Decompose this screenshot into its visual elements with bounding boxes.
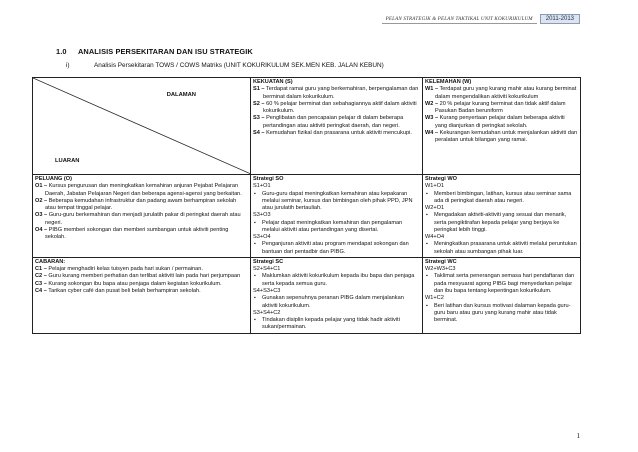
kekuatan-heading: KEKUATAN (S) [253, 79, 293, 85]
strategy-bullet: ▪ Beri latihan dan kursus motivasi dalaman kepada guru-guru baru atau guru yang kurang mahir atau tidak berminat. [425, 303, 578, 325]
strategy-bullet: ▪ Taklimat serta penerangan semasa hari pendaftaran dan pada mesyuarat agong PIBG bagi menyedarkan pelajar dan ibu bapa tentang kepentingan kokurikulum. [425, 273, 578, 295]
strategi-so-heading: Strategi SO [253, 176, 284, 182]
list-item [35, 227, 248, 242]
section-number: 1.0 [56, 47, 67, 56]
item-code: C1 – [35, 266, 47, 273]
strategi-sc-heading: Strategi SC [253, 258, 284, 265]
list-item [35, 183, 248, 198]
cabaran-list [35, 266, 248, 295]
subsection-title: Analisis Persekitaran TOWS / COWS Matriks (UNIT KOKURIKULUM SEK.MEN KEB. JALAN KEBUN) [94, 62, 384, 69]
item-code: W4 – [425, 129, 439, 136]
dalaman-label: DALAMAN [166, 92, 196, 98]
item-text: Kurang penyertaan pelajar dalam beberapa aktiviti yang dianjurkan di peringkat sekolah. [435, 115, 565, 129]
strategy-ref: S1+O1 [253, 183, 271, 190]
item-text: Terdapat ramai guru yang berkemahiran, berpengalaman dan berminat dalam kokurikulum. [263, 86, 419, 100]
peluang-heading: PELUANG (O) [35, 176, 72, 182]
list-item [35, 288, 248, 295]
luaran-label: LUARAN [55, 158, 80, 165]
subsection-number: i) [66, 62, 70, 69]
list-item [253, 86, 420, 101]
strategy-bullet: ▪ Gunakan sepenuhnya peranan PIBG dalam menjalankan aktiviti kokurikulum. [253, 295, 420, 310]
item-code: O3 – [35, 212, 48, 219]
list-item [35, 266, 248, 273]
strategi-so-list [253, 183, 420, 256]
item-code: W1 – [425, 86, 439, 93]
page-number: 1 [576, 432, 580, 440]
item-code: O1 – [35, 183, 48, 190]
kelemahan-heading: KELEMAHAN (W) [425, 79, 472, 85]
strategi-wo-list [425, 183, 578, 256]
list-item [35, 273, 248, 280]
strategy-ref: W2+W3+C3 [425, 266, 456, 273]
item-text: Terdapat guru yang kurang mahir atau kurang berminat dalam mengendalikan aktiviti kokurikulum [435, 86, 577, 100]
item-code: C3 – [35, 280, 47, 287]
kelemahan-cell [423, 78, 581, 175]
cabaran-heading: CABARAN: [35, 258, 66, 265]
kekuatan-list [253, 86, 420, 137]
item-code: W2 – [425, 100, 439, 107]
strategy-bullet: ▪ Meningkatkan prasarana untuk aktiviti melalui peruntukan sekolah atau sumbangan pihak luar. [425, 241, 578, 256]
strategi-wo-heading: Strategi WO [425, 176, 458, 182]
item-text: Pelajar menghadiri kelas tuisyen pada hari sukan / permainan. [48, 266, 203, 273]
item-text: 60 % pelajar berminat dan sebahagiannya aktif dalam aktiviti kokurikulum. [263, 100, 417, 115]
list-item [253, 115, 420, 130]
item-code: C4 – [35, 287, 47, 294]
peluang-list [35, 183, 248, 241]
item-code: C2 – [35, 273, 47, 280]
list-item [35, 212, 248, 227]
header-title: PELAN STRATEGIK & PELAN TAKTIKAL UNIT KOKURIKULUM [382, 17, 537, 24]
item-code: S1 – [253, 86, 265, 93]
strategi-sc-cell [251, 257, 423, 333]
item-text: Guru-guru berkemahiran dan menjadi jurulatih pakar di peringkat daerah atau negeri. [45, 212, 241, 226]
strategi-wc-cell [423, 257, 581, 333]
tows-matrix-table [32, 77, 581, 334]
header-year-badge: 2011-2013 [540, 14, 580, 24]
strategi-sc-list [253, 266, 420, 331]
strategy-ref: S2+S4+C1 [253, 266, 281, 273]
cabaran-cell [33, 257, 251, 333]
list-item [425, 101, 578, 116]
item-code: S2 – [253, 100, 265, 107]
item-text: Tarikan cyber café dan pusat beli belah berhampiran sekolah. [48, 287, 201, 294]
item-text: Kekurangan kemudahan untuk menjalankan aktiviti dan peralatan untuk bilangan yang ramai. [435, 129, 578, 144]
item-text: Guru kurang memberi perhatian dan terlibat aktiviti lain pada hari perjumpaan [48, 273, 241, 280]
list-item [425, 130, 578, 145]
strategy-bullet: ▪ Maklumkan aktiviti kokurikulum kepada ibu bapa dan penjaga serta kepada semua guru. [253, 273, 420, 288]
item-code: O2 – [35, 197, 48, 204]
item-code: S3 – [253, 115, 265, 122]
strategy-bullet: ▪ Memberi bimbingan, latihan, kursus atau seminar sama ada di peringkat daerah atau negeri. [425, 191, 578, 206]
section-heading [56, 47, 253, 56]
item-text: Penglibatan dan pencapaian pelajar di dalam beberapa pertandingan atau aktiviti peringkat daerah, dan negeri. [263, 115, 404, 129]
strategy-ref: W1+C2 [425, 295, 444, 302]
list-item [35, 198, 248, 213]
strategy-bullet: ▪ Mengadakan aktiviti-aktiviti yang sesuai dan menarik, serta pengiktirafan kepada pelajar yang berjaya ke peringkat lebih tinggi. [425, 212, 578, 234]
strategi-so-cell [251, 175, 423, 258]
strategy-ref: W2+O1 [425, 205, 445, 212]
subsection-heading [66, 62, 384, 69]
page-header [382, 14, 580, 24]
list-item [425, 115, 578, 130]
strategy-ref: S3+S4+C2 [253, 309, 281, 316]
item-code: O4 – [35, 226, 48, 233]
item-code: S4 – [253, 129, 265, 136]
list-item [253, 101, 420, 116]
strategy-bullet: ▪ Guru-guru dapat meningkatkan kemahiran atau kepakaran melalui seminar, kursus dan bimbingan oleh pihak PPD, JPN atau jurulatih bertauliah. [253, 191, 420, 213]
item-text: PIBG memberi sokongan dan memberi sumbangan untuk aktiviti penting sekolah. [45, 226, 229, 241]
item-text: 20 % pelajar kurang berminat dan tidak aktif dalam Pasukan Badan beruniform [435, 100, 566, 115]
strategi-wc-heading: Strategi WC [425, 258, 457, 265]
item-text: Kurang sokongan ibu bapa atau penjaga dalam kegiatan kokurikulum. [48, 280, 222, 287]
strategi-wo-cell [423, 175, 581, 258]
item-text: Kursus pengurusan dan meningkatkan kemahiran anjuran Pejabat Pelajaran Daerah, Jabatan Pelajaran Negeri dan beberapa agensi-agensi yang berkaitan. [45, 183, 242, 197]
matrix-corner-cell [33, 78, 251, 175]
strategy-ref: S3+O4 [253, 234, 271, 241]
strategy-ref: S3+O3 [253, 212, 271, 219]
strategy-bullet: ▪ Tindakan disiplin kepada pelajar yang tidak hadir aktiviti sukan/permainan. [253, 317, 420, 332]
item-text: Beberapa kemudahan infrastruktur dan padang awam berhampiran sekolah atau tempat tinggal pelajar. [45, 197, 237, 212]
strategy-ref: W4+O4 [425, 234, 445, 241]
peluang-cell [33, 175, 251, 258]
item-code: W3 – [425, 115, 439, 122]
strategy-ref: W1+O1 [425, 183, 445, 190]
strategy-bullet: ▪ Pelajar dapat meningkatkan kemahiran dan pengalaman melalui aktiviti atau pertandingan yang disertai. [253, 220, 420, 235]
strategi-wc-list [425, 266, 578, 324]
kekuatan-cell [251, 78, 423, 175]
kelemahan-list [425, 86, 578, 144]
section-title: ANALISIS PERSEKITARAN DAN ISU STRATEGIK [78, 47, 253, 56]
item-text: Kemudahan fizikal dan prasarana untuk aktiviti mencukupi. [266, 129, 412, 136]
list-item [425, 86, 578, 101]
list-item [253, 130, 420, 137]
list-item [35, 281, 248, 288]
strategy-ref: S4+S3+C3 [253, 287, 281, 294]
strategy-bullet: ▪ Penganjuran aktiviti atau program mendapat sokongan dan bantuan dari pentadbir dan PIBG. [253, 241, 420, 256]
